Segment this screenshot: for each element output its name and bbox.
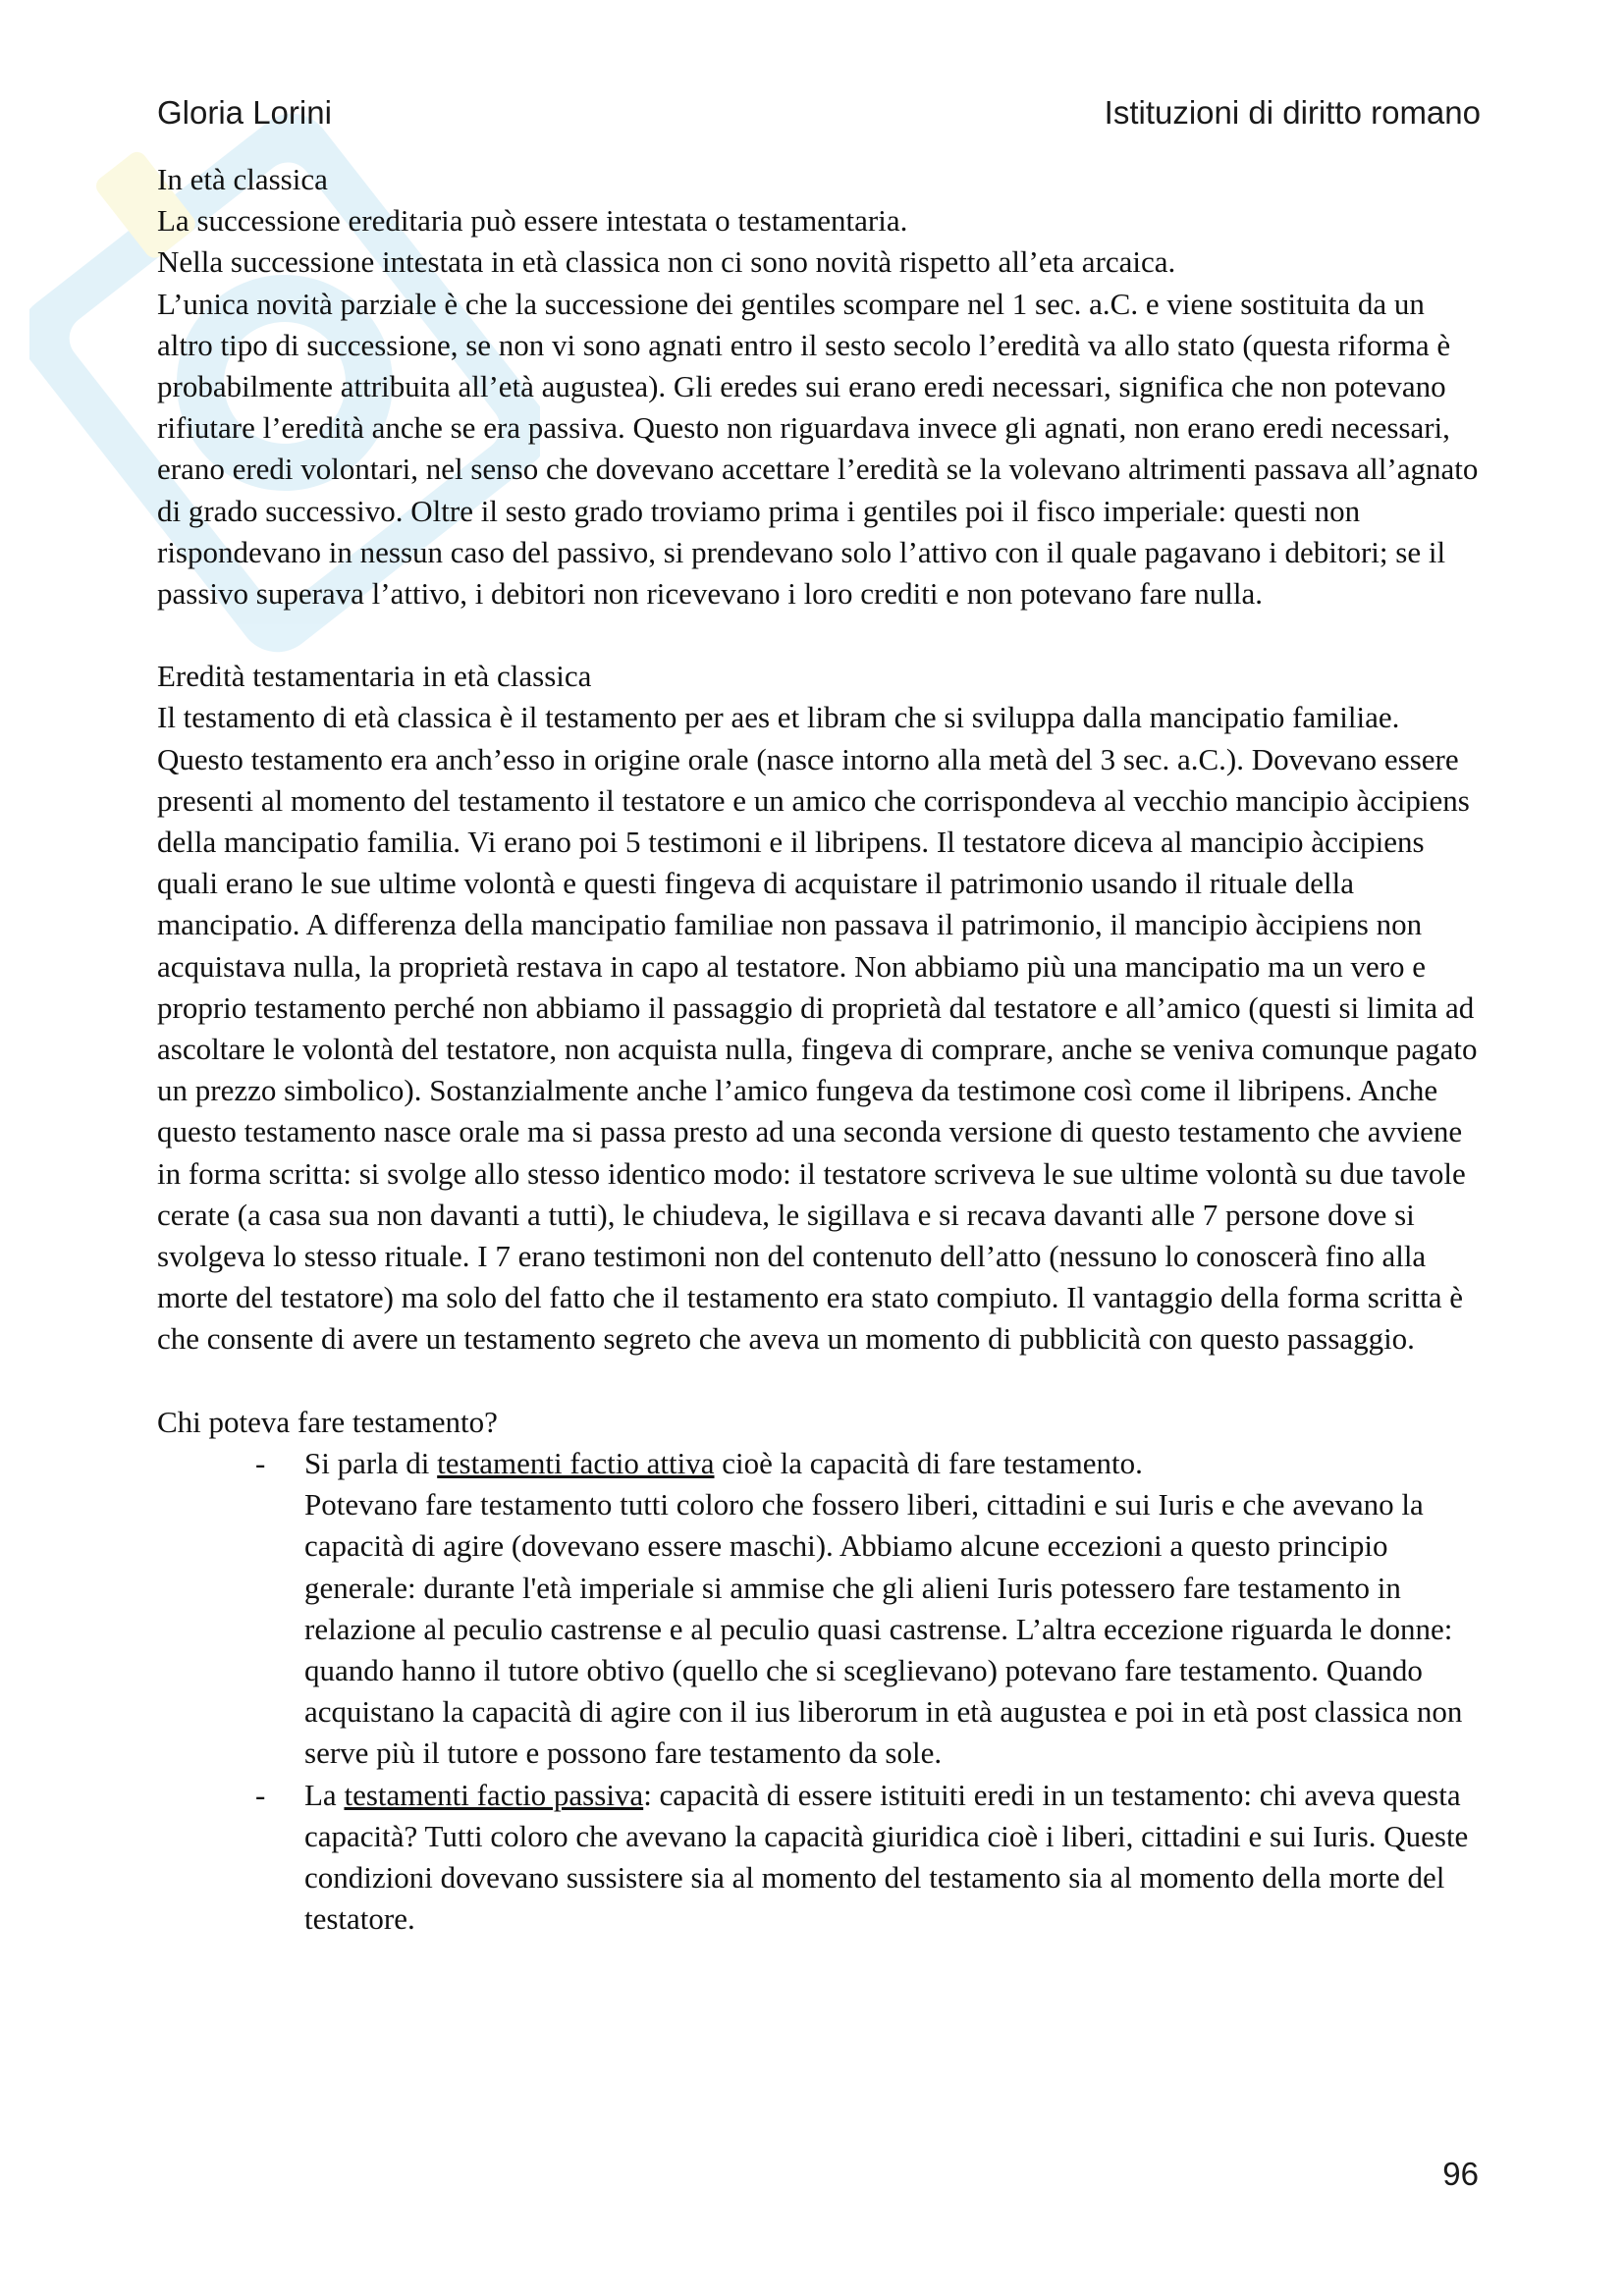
paragraph: La successione ereditaria può essere intestata o testamentaria.: [157, 203, 908, 239]
capacity-list: [157, 1443, 1483, 1940]
list-item: - La testamenti factio passiva: capacità di essere istituiti eredi in un testamento: chi aveva questa capacità? Tutti coloro che avevano la capacità giuridica cioè i liberi, cittadini e sui Iuris. Queste condizioni dovevano sussistere sia al momento del testamento sia al momento della morte del testatore.: [157, 1775, 1483, 1941]
bullet-dash: -: [255, 1777, 266, 1812]
underlined-term: testamenti factio attiva: [437, 1445, 715, 1480]
list-item-continuation: Potevano fare testamento tutti coloro che fossero liberi, cittadini e sui Iuris e che avevano la capacità di agire (dovevano essere maschi). Abbiamo alcune eccezioni a questo principio generale: durante l'età imperiale si ammise che gli alieni Iuris potessero fare testamento in relazione al peculio castrense e al peculio quasi castrense. L’altra eccezione riguarda le donne: quando hanno il tutore obtivo (quello che si sceglievano) potevano fare testamento. Quando acquistano la capacità di agire con il ius liberorum in età augustea e poi in età post classica non serve più il tutore e possono fare testamento da sole.: [304, 1487, 1463, 1771]
document-body: [157, 159, 1483, 1940]
header-author: Gloria Lorini: [157, 94, 332, 131]
page-number: 96: [1442, 2156, 1479, 2192]
paragraph: L’unica novità parziale è che la successione dei gentiles scompare nel 1 sec. a.C. e viene sostituita da un altro tipo di successione, se non vi sono agnati entro il sesto secolo l’eredità va allo stato (questa riforma è probabilmente attribuita all’età augustea). Gli eredes sui erano eredi necessari, significa che non potevano rifiutare l’eredità anche se era passiva. Questo non riguardava invece gli agnati, non erano eredi necessari, erano eredi volontari, nel senso che dovevano accettare l’eredità se la volevano altrimenti passava all’agnato di grado successivo. Oltre il sesto grado troviamo prima i gentiles poi il fisco imperiale: questi non rispondevano in nessun caso del passivo, si prendevano solo l’attivo con il quale pagavano i debitori; se il passivo superava l’attivo, i debitori non ricevevano i loro crediti e non potevano fare nulla.: [157, 286, 1479, 612]
list-item: - Si parla di testamenti factio attiva cioè la capacità di fare testamento. Potevano fare testamento tutti coloro che fossero liberi, cittadini e sui Iuris e che avevano la capacità di agire (dovevano essere maschi). Abbiamo alcune eccezioni a questo principio generale: durante l'età imperiale si ammise che gli alieni Iuris potessero fare testamento in relazione al peculio castrense e al peculio quasi castrense. L’altra eccezione riguarda le donne: quando hanno il tutore obtivo (quello che si sceglievano) potevano fare testamento. Quando acquistano la capacità di agire con il ius liberorum in età augustea e poi in età post classica non serve più il tutore e possono fare testamento da sole.: [157, 1443, 1483, 1775]
section-heading-chi-poteva: Chi poteva fare testamento?: [157, 1404, 498, 1439]
paragraph: Nella successione intestata in età classica non ci sono novità rispetto all’eta arcaica.: [157, 244, 1176, 280]
section-heading-testamentaria: Eredità testamentaria in età classica: [157, 659, 592, 694]
bullet-dash: -: [255, 1445, 266, 1480]
header-course-title: Istituzioni di diritto romano: [1104, 94, 1481, 131]
paragraph: Il testamento di età classica è il testamento per aes et libram che si sviluppa dalla mancipatio familiae. Questo testamento era anch’esso in origine orale (nasce intorno alla metà del 3 sec. a.C.). Dovevano essere presenti al momento del testamento il testatore e un amico che corrispondeva al vecchio mancipio àccipiens della mancipatio familia. Vi erano poi 5 testimoni e il libripens. Il testatore diceva al mancipio àccipiens quali erano le sue ultime volontà e questi fingeva di acquistare il patrimonio usando il rituale della mancipatio. A differenza della mancipatio familiae non passava il patrimonio, il mancipio àccipiens non acquistava nulla, la proprietà restava in capo al testatore. Non abbiamo più una mancipatio ma un vero e proprio testamento perché non abbiamo il passaggio di proprietà dal testatore e all’amico (questi si limita ad ascoltare le volontà del testatore, non acquista nulla, fingeva di comprare, anche se veniva comunque pagato un prezzo simbolico). Sostanzialmente anche l’amico fungeva da testimone così come il libripens. Anche questo testamento nasce orale ma si passa presto ad una seconda versione di questo testamento che avviene in forma scritta: si svolge allo stesso identico modo: il testatore scriveva le sue ultime volontà su due tavole cerate (a casa sua non davanti a tutti), le chiudeva, le sigillava e si recava davanti alle 7 persone dove si svolgeva lo stesso rituale. I 7 erano testimoni non del contenuto dell’atto (nessuno lo conoscerà fino alla morte del testatore) ma solo del fatto che il testamento era stato compiuto. Il vantaggio della forma scritta è che consente di avere un testamento segreto che aveva un momento di pubblicità con questo passaggio.: [157, 700, 1478, 1357]
section-heading-classica: In età classica: [157, 162, 328, 196]
underlined-term: testamenti factio passiva: [344, 1777, 644, 1812]
